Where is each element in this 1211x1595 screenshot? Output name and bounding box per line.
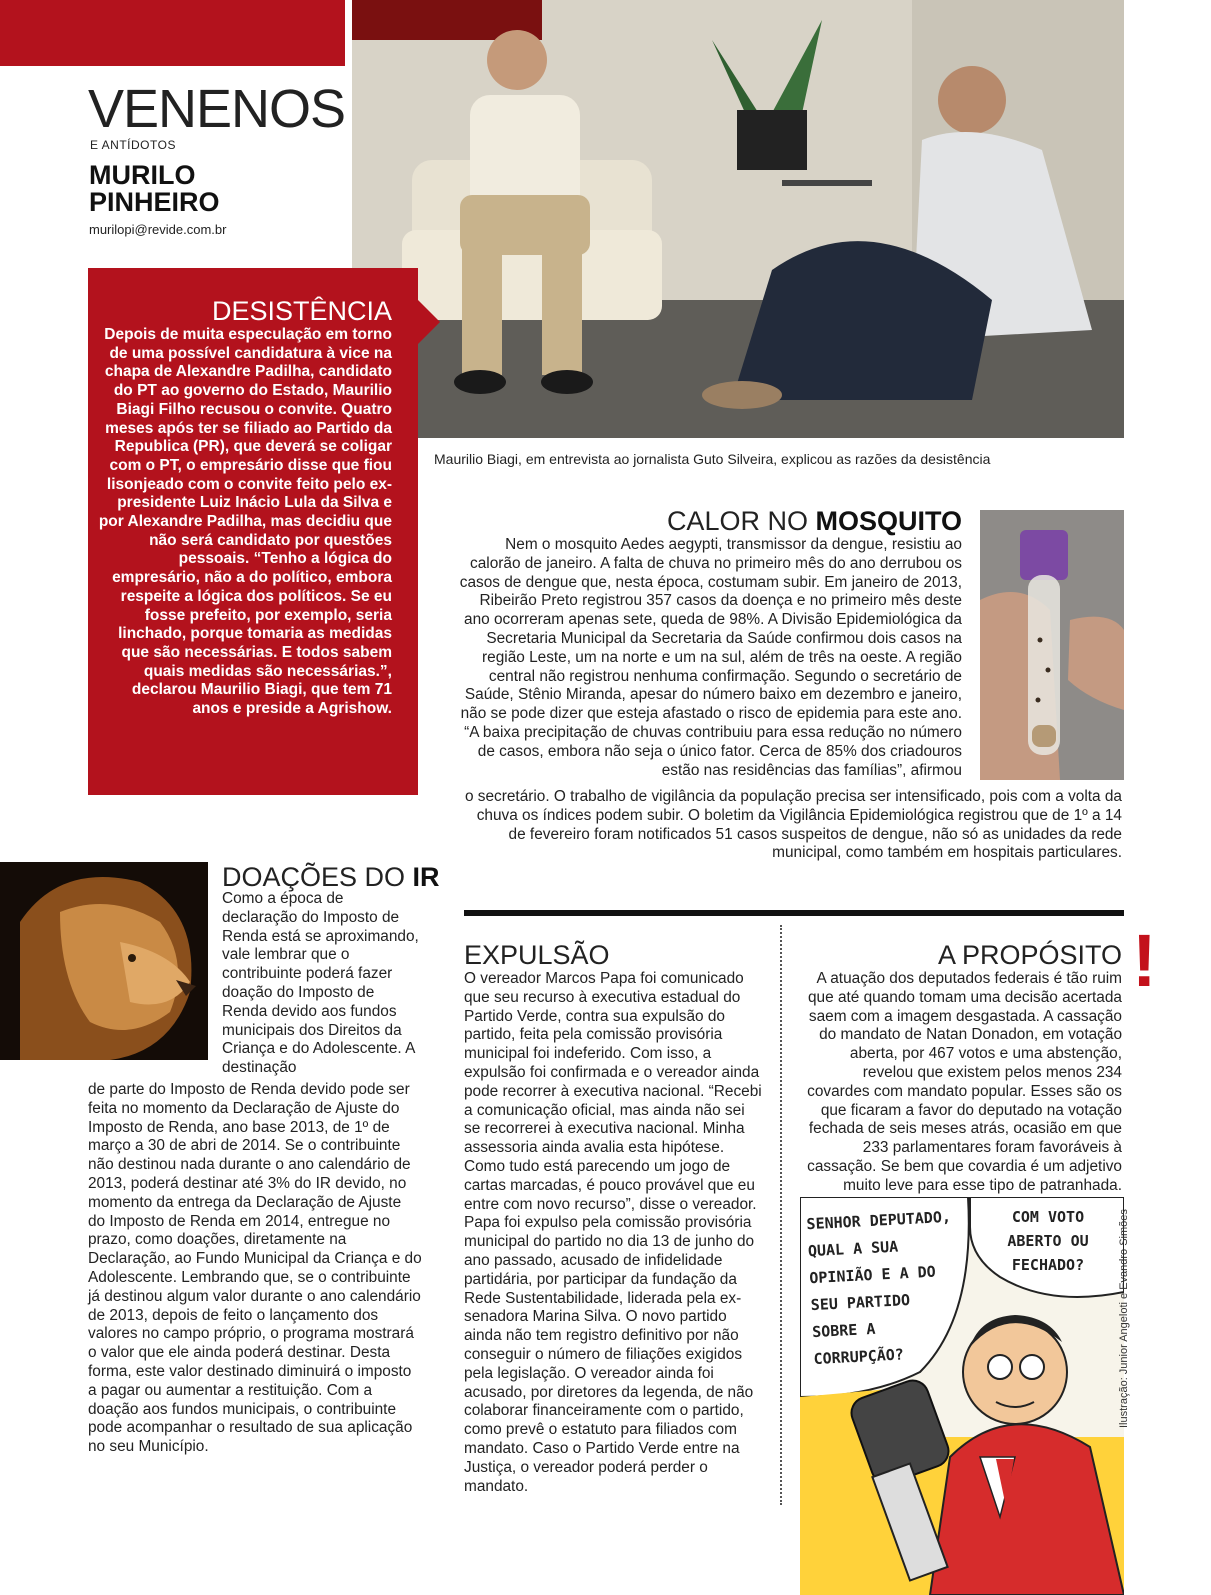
bubble-left-line: SEU PARTIDO xyxy=(810,1290,911,1315)
expulsao-title: EXPULSÃO xyxy=(464,940,610,970)
author-name xyxy=(89,162,289,216)
expulsao-body: O vereador Marcos Papa foi comunicado que seu recurso à executiva estadual do Partido Verde, contra sua expulsão do partido, feita pela comissão provisória municipal foi indeferido. Com isso, a expulsão foi confirmada e o vereador ainda pode recorrer à executiva nacional. “Recebi a comunicação oficial, mas ainda não sei se recorrerei à executiva nacional. Minha assessoria ainda avalia esta hipótese. Como tudo está parecendo um jogo de cartas marcadas, é pouco provável que eu entre com novo recurso”, disse o vereador. Papa foi expulso pela comissão provisória municipal do partido no dia 13 de junho do ano passado, acusado de infidelidade partidária, por participar da fundação da Rede Sustentabilidade, liderada pela ex-senadora Marina Silva. O novo partido ainda não tem registro definitivo por não conseguir o número de filiações exigidos pela legislação. O vereador ainda foi acusado, por diretores da legenda, de não colaborar financeiramente com o partido, como prevê o estatuto para filiados com mandato. Caso o Partido Verde entre na Justiça, o vereador poderá perder o mandato. xyxy=(464,970,762,1495)
bubble-right-line: FECHADO? xyxy=(1011,1256,1085,1274)
section-title: VENENOS xyxy=(88,79,346,139)
bubble-left-line: CORRUPÇÃO? xyxy=(813,1345,905,1369)
lion-illustration xyxy=(0,862,208,1060)
illustration-credit-text: Ilustração: Junior Angeloti e Evandro Simões xyxy=(1118,1209,1130,1428)
desistencia-box-arrow xyxy=(418,300,440,344)
proposito-title: A PROPÓSITO xyxy=(937,940,1122,970)
author-last-name: PINHEIRO xyxy=(89,187,220,217)
doacoes-title-bold: IR xyxy=(412,862,440,892)
doacoes-body: Como a época de declaração do Imposto de Renda está se aproximando, vale lembrar que o contribuinte poderá fazer doação do Imposto de Renda devido aos fundos municipais dos Direitos da Criança e do Adolescente. A destinação xyxy=(222,890,419,1077)
mosquito-title-light: CALOR NO xyxy=(666,506,808,536)
column-divider xyxy=(780,925,782,1505)
header-red-corner xyxy=(0,0,345,66)
photo-caption: Maurilio Biagi, em entrevista ao jornalista Guto Silveira, explicou as razões da desistência xyxy=(434,451,991,467)
bubble-left-line: QUAL A SUA xyxy=(807,1237,899,1261)
bubble-left-line: SENHOR DEPUTADO, xyxy=(806,1207,952,1234)
bubble-right-line: COM VOTO xyxy=(1011,1208,1085,1226)
author-first-name: MURILO xyxy=(89,160,196,190)
lion-photo xyxy=(0,862,208,1060)
bubble-left-line: OPINIÃO E A DO xyxy=(808,1262,937,1288)
bubble-left-line: SOBRE A xyxy=(811,1319,876,1342)
mosquito-body-continued: o secretário. O trabalho de vigilância da população precisa ser intensificado, pois com a volta da chuva os índices podem subir. O boletim da Vigilância Epidemiológica registrou que de 1º a 14 de fevereiro foram notificados 51 casos suspeitos de dengue, não só as unidades da rede municipal, como também em hospitais particulares. xyxy=(464,788,1122,862)
desistencia-body: Depois de muita especulação em torno de uma possível candidatura à vice na chapa de Alexandre Padilha, candidato do PT ao governo do Estado, Maurilio Biagi Filho recusou o convite. Quatro meses após ter se filiado ao Partido da Republica (PR), que deverá se coligar com o PT, o empresário disse que fiou lisonjeado com o convite feito pelo ex-presidente Luiz Inácio Lula da Silva e por Alexandre Padilha, mas decidiu que não será candidato por questões pessoais. “Tenho a lógica do empresário, não a do político, embora respeite a lógica dos políticos. Se eu fosse prefeito, por exemplo, seria linchado, porque tomaria as medidas que são necessárias. E todos sabem quais medidas são necessárias.”, declarou Maurilio Biagi, que tem 71 anos e preside a Agrishow. xyxy=(98,326,392,718)
mosquito-photo xyxy=(980,510,1124,780)
doacoes-title-light: DOAÇÕES DO xyxy=(222,862,406,892)
section-subtitle: E ANTÍDOTOS xyxy=(90,138,176,152)
exclamation-mark: ! xyxy=(1132,919,1157,1002)
interview-photo-illustration xyxy=(352,0,1124,438)
main-photo xyxy=(352,0,1124,438)
illustration-credit xyxy=(1118,1200,1136,1428)
mosquito-title xyxy=(600,506,962,537)
proposito-body: A atuação dos deputados federais é tão ruim que até quando tomam uma decisão acertada saem com a imagem desgastada. A cassação do mandato de Natan Donadon, em votação aberta, por 467 votos e uma abstenção, revelou que existem pelos menos 234 covardes com mandato popular. Esses são os que ficaram a favor do deputado na votação fechada de seis meses atrás, ocasião em que 233 parlamentares foram favoráveis à cassação. Se bem que covardia é um adjetivo muito leve para esse tipo de patranhada. xyxy=(807,970,1122,1194)
doacoes-body-continued: de parte do Imposto de Renda devido pode ser feita no momento da Declaração de Ajuste do Imposto de Renda, ano base 2013, de 1º de março a 30 de abri de 2014. Se o contribuinte não destinou nada durante o ano calendário de 2013, poderá destinar até 3% do IR devido, no momento da entrega da Declaração de Ajuste do Imposto de Renda em 2014, entregue no prazo, como doações, diretamente na Declaração, ao Fundo Municipal da Criança e do Adolescente. Lembrando que, se o contribuinte já destinou algum valor durante o ano calendário de 2013, depois de feito o lançamento dos valores no campo próprio, o programa mostrará o valor que ele ainda poderá destinar. Desta forma, este valor destinado diminuirá o imposto a pagar ou aumentar a restituição. Com a doação aos fundos municipais, o contribuinte pode acompanhar o resultado de sua aplicação no seu Município. xyxy=(88,1081,422,1456)
doacoes-title xyxy=(222,862,440,893)
desistencia-title: DESISTÊNCIA xyxy=(211,296,392,326)
bubble-right-line: ABERTO OU xyxy=(1007,1232,1089,1250)
mosquito-body: Nem o mosquito Aedes aegypti, transmissor da dengue, resistiu ao calorão de janeiro. A falta de chuva no primeiro mês do ano derrubou os casos de dengue que, nesta época, costumam subir. Em janeiro de 2013, Ribeirão Preto registrou 357 casos da doença e no primeiro mês deste ano ocorreram apenas sete, queda de 98%. A Divisão Epidemiológica da Secretaria Municipal da Secretaria da Saúde confirmou dois casos na região Leste, um na norte e um na sul, além de três na oeste. A região central não registrou nenhuma confirmação. Segundo o secretário de Saúde, Stênio Miranda, apesar do número baixo em dezembro e janeiro, não se pode dizer que esteja afastado o risco de epidemia para este ano. “A baixa precipitação de chuvas contribuiu para essa redução no número de casos, embora não seja o único fator. Cerca de 85% dos criadouros estão nas residências das famílias”, afirmou xyxy=(459,536,962,779)
mosquito-title-bold: MOSQUITO xyxy=(815,506,962,536)
cartoon-bubble-right xyxy=(978,1205,1118,1277)
test-tube-photo-illustration xyxy=(980,510,1124,780)
author-email: murilopi@revide.com.br xyxy=(89,222,227,237)
section-divider xyxy=(464,910,1124,916)
cartoon-bubble-left xyxy=(806,1203,974,1373)
cartoon-illustration xyxy=(800,1197,1124,1595)
